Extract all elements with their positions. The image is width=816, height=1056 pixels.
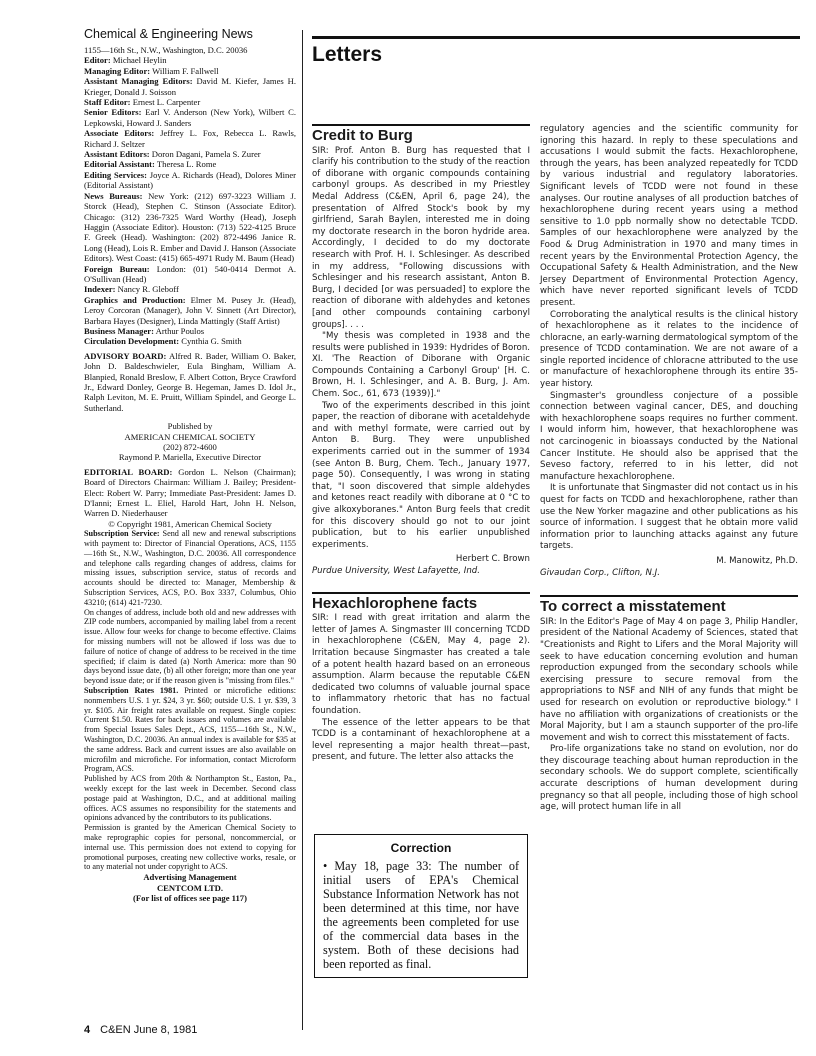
burg-signature: Herbert C. Brown bbox=[455, 554, 530, 565]
staff-entry: Staff Editor: Ernest L. Carpenter bbox=[84, 97, 201, 108]
correction-text: • May 18, page 33: The number of initial users of EPA's Chemical Substance Information Network has not been determined at this time, nor have the agreements been completed for use of the commercial data bases in the system. Both of these decisions had been reported as final. bbox=[323, 859, 519, 971]
staff-entry: Editor: Michael Heylin bbox=[84, 55, 167, 66]
published-by-acs: Published by ACS from 20th & Northampton St., Easton, Pa., weekly except for the last week in December. Second class postage paid at Washington, D.C., and at additional mailing offices. ACS assumes no responsibility for the statements and opinions advanced by the contributors to its publications. bbox=[84, 774, 296, 823]
hexa-para-1: SIR: I read with great irritation and alarm the letter of James A. Singmaster III concerning TCDD in hexachlorophene (C&EN, May 4, page 2). Irritation because Singmaster has created a tale of a potent health hazard based on an erroneous assumption. Alarm because the reputable C&EN dedicated two columns of valuable journal space to inflammatory rhetoric that has no factual foundation. bbox=[312, 613, 530, 716]
staff-entry: Editorial Assistant: Theresa L. Rome bbox=[84, 159, 217, 170]
publisher-name: AMERICAN CHEMICAL SOCIETY bbox=[124, 431, 256, 442]
misstatement-para-1: SIR: In the Editor's Page of May 4 on page 3, Philip Handler, president of the National Academy of Sciences, stated that "Creationists and Right to Lifers and the Moral Majority will seek to have education concerning evolution and human reproduction expunged from the secondary schools while exercising pressure to secure removal from the appropriations to NSF and NIH of any funds that might be used for research on evolution or reproductive biology." I have no affiliation with organizations of creationists or the Moral Majority, but I am a staunch supporter of the pro-life movement and wish to correct this misstatement of facts. bbox=[540, 616, 798, 743]
masthead-address: 1155—16th St., N.W., Washington, D.C. 20036 bbox=[84, 45, 248, 55]
centcom: CENTCOM LTD. bbox=[156, 882, 224, 893]
publisher-director: Raymond P. Mariella, Executive Director bbox=[118, 452, 262, 463]
staff-entry: News Bureaus: New York: (212) 697-3223 William J. Storck (Head), Stephen C. Stinson (Associate Editor). Chicago: (312) 236-7325 Ward Worthy (Head), Joseph Haggin (Associate Editor). Houston: (713) 522-4125 Bruce F. Greek (Head). Washington: (202) 872-4496 Janice R. Long (Head), Lois R. Ember and David J. Hanson (Associate Editors). West Coast: (415) 665-4971 Rudy M. Baum (Head) bbox=[84, 190, 296, 264]
letters-column-1 bbox=[312, 124, 530, 764]
hexa-cont-para-4: It is unfortunate that Singmaster did not contact us in his quest for facts on TCDD and hexachlorophene, rather than use the New Yorker magazine and other publications as his source of information. I suggest that he obtain more valid information prior to launching attacks against any future targets. bbox=[540, 483, 798, 552]
masthead-sidebar bbox=[84, 27, 296, 903]
burg-para-3: Two of the experiments described in this joint paper, the reaction of diborane with acetaldehyde and with methyl formate, were carried out by Anton B. Burg. They were unpublished experiments carried out in the summer of 1934 (see Anton B. Burg, Chem. Tech., January 1977, page 50). Consequently, I was wrong in stating that, "I soon discovered that simple aldehydes and ketones react readily with diborane at 0 °C to give alkoxyboranes." Anton Burg feels that credit for this discovery should go not to our joint publication, but to his earlier unpublished experiments. bbox=[312, 400, 530, 550]
issue-date: C&EN June 8, 1981 bbox=[100, 1024, 198, 1036]
burg-para-1: SIR: Prof. Anton B. Burg has requested that I clarify his contribution to the study of the reaction of diborane with organic compounds containing carbonyl groups. As described in my Priestley Medal Address (C&EN, April 6, page 24), the presentation of Alfred Stock's book by my girlfriend, Sarah Baylen, interested me in doing my doctorate research in the boron hydride area. Accordingly, I decided to do my doctorate research with Prof. H. I. Schlesinger. As described in my address, "Following discussions with Schlesinger and his research assistant, Anton B. Burg, I decided [or was persuaded] to explore the reaction of diborane with aldehydes and ketones [and other compounds containing carbonyl groups]. . . . bbox=[312, 145, 530, 330]
hexa-cont-para-3: Singmaster's groundless conjecture of a possible connection between vaginal cancer, DES, and douching with hexachlorophene soaps requires no further comment. I would inform him, however, that hexachlorophene was not carcinogenic in bioassays conducted by the National Cancer Institute. He should also be apprised that the Seveso factory, referred to in his letter, did not manufacture hexachlorophene. bbox=[540, 390, 798, 482]
misstatement-title: To correct a misstatement bbox=[540, 595, 798, 613]
hexa-affiliation: Givaudan Corp., Clifton, N.J. bbox=[540, 567, 660, 578]
correction-box bbox=[314, 834, 528, 978]
staff-entry: Assistant Editors: Doron Dagani, Pamela S. Zurer bbox=[84, 149, 261, 160]
permission-notice: Permission is granted by the American Chemical Society to make reprographic copies for personal, noncommercial, or internal use. This permission does not extend to copying for promotional purposes, creating new collective works, resale, or to any material not under copyright to ACS. bbox=[84, 823, 296, 872]
hexa-title: Hexachlorophene facts bbox=[312, 592, 530, 610]
burg-para-2: "My thesis was completed in 1938 and the results were published in 1939: Hydrides of Boron. XI. 'The Reaction of Diborane with Organic Compounds Containing a Carbonyl Group' [H. C. Brown, H. I. Schlesinger, and A. B. Burg, J. Am. Chem. Soc., 61, 673 (1939)]." bbox=[312, 331, 530, 400]
publisher-phone: (202) 872-4600 bbox=[163, 442, 217, 453]
subscription-service: Subscription Service: Send all new and renewal subscriptions with payment to: Director of Financial Operations, ACS, 1155—16th St., N.W., Washington, D.C. 20036. All correspondence and telephone calls regarding changes of address, claims for missing issues, subscription service, status of records and accounts should be directed to: Manager, Membership & Subscription Services, ACS, P.O. Box 3337, Columbus, Ohio 43210; (614) 421-7230. bbox=[84, 529, 296, 607]
change-of-address: On changes of address, include both old and new addresses with ZIP code numbers, accompanied by mailing label from a recent issue. Allow four weeks for change to become effective. Claims for missing numbers will not be allowed if loss was due to failure of notice of change of address to be received in the time specified; if claim is dated (a) North America: more than 90 days beyond issue date, (b) all other foreign; more than one year beyond issue date; or if the reason given is "missing from files." bbox=[84, 607, 296, 686]
staff-entry: Circulation Development: Cynthia G. Smith bbox=[84, 336, 242, 347]
hexa-signature: M. Manowitz, Ph.D. bbox=[716, 555, 798, 566]
burg-title: Credit to Burg bbox=[312, 124, 530, 142]
correction-title: Correction bbox=[390, 841, 452, 855]
section-title: Letters bbox=[312, 36, 800, 67]
staff-entry: Business Manager: Arthur Poulos bbox=[84, 325, 205, 336]
staff-entry: Assistant Managing Editors: David M. Kiefer, James H. Krieger, Donald J. Soisson bbox=[84, 76, 297, 97]
editorial-board: EDITORIAL BOARD: Gordon L. Nelson (Chairman); Board of Directors Chairman: William J. Bailey; President-Elect: Robert W. Parry; Immediate Past-President: James D. D'Ianni; Ernest L. Eliel, Harold Hart, John H. Nelson, Warren D. Niederhauser bbox=[84, 466, 297, 519]
staff-entry: Managing Editor: William F. Fallwell bbox=[84, 65, 219, 76]
subscription-rates: Subscription Rates 1981. Printed or microfiche editions: nonmembers U.S. 1 yr. $24, 3 yr. $60; outside U.S. 1 yr. $39, 3 yr. $105. Air freight rates available on request. Single copies: Current $1.50. Rates for back issues and volumes are available from Special Issues Sales Dept., ACS, 1155—16th St., N.W., Washington, D.C. 20036. An annual index is available for $35 at the same address. Back and current issues are also available on microfilm and microfiche. For information, contact Microform Program, ACS. bbox=[84, 686, 296, 774]
staff-entry: Foreign Bureau: London: (01) 540-0414 Dermot A. O'Sullivan (Head) bbox=[84, 263, 296, 284]
hexa-cont-para-2: Corroborating the analytical results is the clinical history of hexachlorophene as it relates to the incidence of chloracne, an early-warning dermatological symptom of the presence of TCDD contamination. We are not aware of a single reported incidence of chloracne attributed to the use or manufacture of hexachlorophene through its entire 35-year history. bbox=[540, 309, 798, 390]
copyright: © Copyright 1981, American Chemical Society bbox=[108, 518, 272, 529]
offices-note: (For list of offices see page 117) bbox=[133, 892, 247, 903]
hexa-para-2: The essence of the letter appears to be that TCDD is a contaminant of hexachlorophene at a level representing a major health threat—past, present, and future. The letter also attacks the bbox=[312, 717, 530, 763]
column-divider bbox=[302, 30, 303, 1030]
staff-list bbox=[84, 55, 296, 346]
advertising-management: Advertising Management bbox=[143, 872, 237, 883]
page-footer bbox=[84, 1024, 197, 1036]
staff-entry: Graphics and Production: Elmer M. Pusey Jr. (Head), Leroy Corcoran (Manager), John V. Sinnett (Art Director), Barbara Hayes (Designer), Linda Mattingly (Staff Artist) bbox=[84, 294, 296, 326]
page-number: 4 bbox=[84, 1024, 91, 1036]
burg-affiliation: Purdue University, West Lafayette, Ind. bbox=[312, 565, 480, 576]
publisher-line-1: Published by bbox=[167, 421, 213, 432]
masthead-title: Chemical & Engineering News bbox=[84, 27, 253, 41]
staff-entry: Indexer: Nancy R. Gleboff bbox=[84, 284, 179, 295]
misstatement-para-2: Pro-life organizations take no stand on evolution, nor do they discourage teaching about human reproduction in the secondary schools. We do support complete, scientifically accurate descriptions of human development during pregnancy so that all people, including those of high school age, will protect human life in all bbox=[540, 744, 798, 813]
letters-column-2 bbox=[540, 124, 798, 814]
advisory-board: ADVISORY BOARD: Alfred R. Bader, William O. Baker, John D. Baldeschwieler, Eula Bingham, William A. Blanpied, Ronald Breslow, F. Albert Cotton, Bryce Crawford Jr., Edward Donley, George B. Hegeman, James D. Idol Jr., Ralph Leviton, M. E. Pruitt, William Spindel, and George L. Sutherland. bbox=[84, 350, 296, 413]
hexa-cont-para-1: regulatory agencies and the scientific community for ignoring this hazard. In reply to these speculations and accusations I would submit the facts. Hexachlorophene, through the years, has been analyzed repeatedly for TCDD by various industrial and regulatory laboratories. Significant levels of TCDD were not found in these analyses. Our routine analyses of all production batches of hexachlorophene during recent years using a method sensitive to 1.0 ppb normally show no detectable TCDD. Samples of our hexachlorophene were analyzed by the Food & Drug Administration in 1970 and many times in recent years by the Environmental Protection Agency, the Occupational Safety & Health Administration, and the New Jersey Department of Environmental Protection Agency, which have never reported significant levels of TCDD present. bbox=[540, 124, 798, 308]
staff-entry: Editing Services: Joyce A. Richards (Head), Dolores Miner (Editorial Assistant) bbox=[84, 169, 296, 191]
staff-entry: Senior Editors: Earl V. Anderson (New York), Wilbert C. Lepkowski, Howard J. Sanders bbox=[84, 107, 296, 128]
staff-entry: Associate Editors: Jeffrey L. Fox, Rebecca L. Rawls, Richard J. Seltzer bbox=[84, 128, 296, 149]
